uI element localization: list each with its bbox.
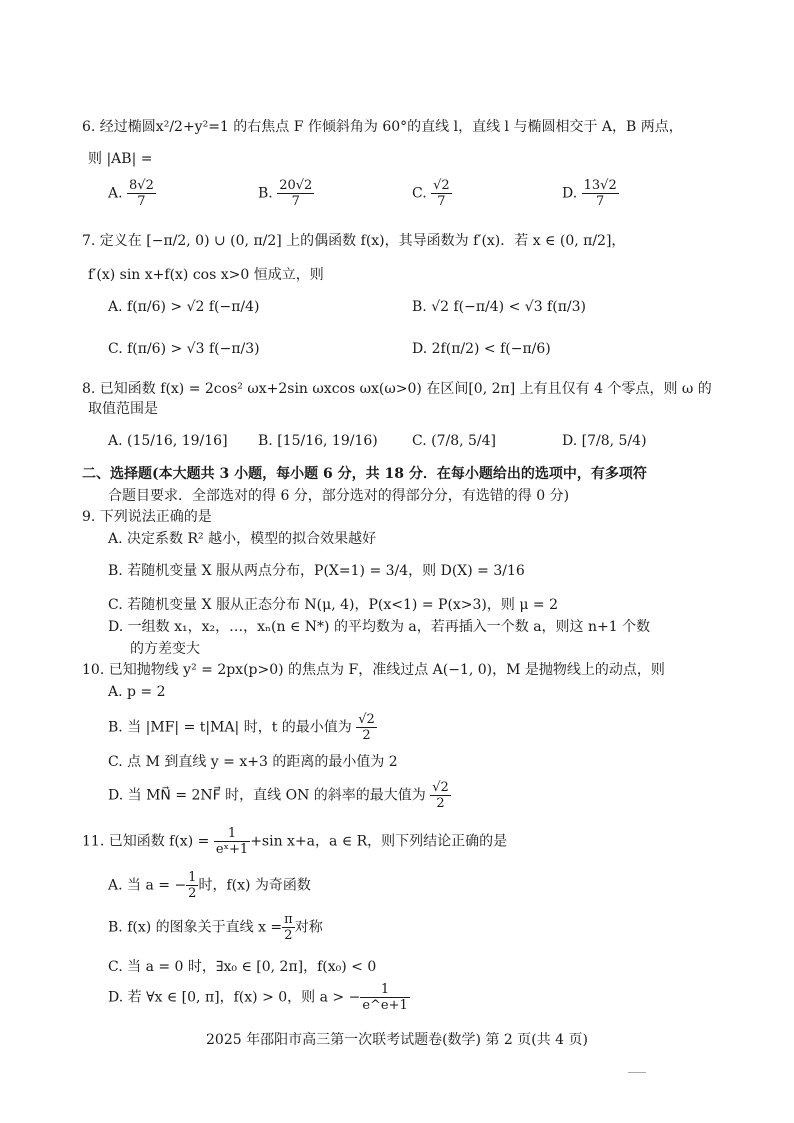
q9-option-b[interactable]: B. 若随机变量 X 服从两点分布，P(X=1) = 3/4，则 D(X) = 3/16	[108, 563, 525, 579]
q8-stem-line2: 取值范围是	[88, 401, 158, 417]
q8-option-a[interactable]: A. (15/16, 19/16]	[108, 433, 228, 449]
q11-option-a[interactable]: A. 当 a = − $\frac{1}{2}$ 时，f(x) 为奇函数	[108, 870, 311, 901]
q9-option-a[interactable]: A. 决定系数 R² 越小，模型的拟合效果越好	[108, 531, 377, 547]
q11-option-c[interactable]: C. 当 a = 0 时，∃x₀ ∈ [0, 2π]，f(x₀) < 0	[108, 959, 377, 975]
q7-option-a[interactable]: A. f(π/6) > √2 f(−π/4)	[108, 299, 260, 315]
q6-option-a[interactable]: A. $\frac{8√2}{7}$	[108, 178, 154, 209]
page-footer: 2025 年邵阳市高三第一次联考试题卷(数学) 第 2 页(共 4 页)	[206, 1032, 588, 1048]
q8-option-d[interactable]: D. [7/8, 5/4)	[562, 433, 647, 449]
q9-stem: 9. 下列说法正确的是	[82, 509, 212, 525]
q6-option-d[interactable]: D. $\frac{13√2}{7}$	[562, 178, 617, 209]
q6-option-b[interactable]: B. $\frac{20√2}{7}$	[258, 178, 313, 209]
q6-option-c[interactable]: C. $\frac{√2}{7}$	[412, 178, 450, 209]
q7-stem-line2: f′(x) sin x+f(x) cos x>0 恒成立，则	[88, 267, 324, 283]
q8-stem-line1: 8. 已知函数 f(x) = 2cos² ωx+2sin ωxcos ωx(ω>0) 在区间[0, 2π] 上有且仅有 4 个零点，则 ω 的	[82, 381, 712, 397]
q11-option-d[interactable]: D. 若 ∀x ∈ [0, π]，f(x) > 0，则 a > − $\frac{1}{e\^{}e+1}$	[108, 982, 408, 1013]
q7-stem-line1: 7. 定义在 [−π/2, 0) ∪ (0, π/2] 上的偶函数 f(x)，其导函数为 f′(x)．若 x ∈ (0, π/2]，	[82, 233, 626, 249]
q10-option-c[interactable]: C. 点 M 到直线 y = x+3 的距离的最小值为 2	[108, 754, 398, 770]
q8-option-c[interactable]: C. (7/8, 5/4]	[412, 433, 497, 449]
q10-stem: 10. 已知抛物线 y² = 2px(p>0) 的焦点为 F，准线过点 A(−1, 0)，M 是抛物线上的动点，则	[82, 662, 665, 678]
section2-heading-line1: 二、选择题(本大题共 3 小题，每小题 6 分，共 18 分．在每小题给出的选项中，有多项符	[82, 466, 647, 482]
q11-stem: 11. 已知函数 f(x) = $\frac{1}{\text{eˣ+1}}$ +sin x+a，a ∈ R，则下列结论正确的是	[82, 826, 508, 857]
scan-mark	[628, 1072, 646, 1073]
q7-option-c[interactable]: C. f(π/6) > √3 f(−π/3)	[108, 341, 260, 357]
q7-option-b[interactable]: B. √2 f(−π/4) < √3 f(π/3)	[412, 299, 586, 315]
q9-option-c[interactable]: C. 若随机变量 X 服从正态分布 N(μ, 4)，P(x<1) = P(x>3)，则 μ = 2	[108, 597, 558, 613]
q8-option-b[interactable]: B. [15/16, 19/16)	[258, 433, 378, 449]
q6-stem-line1: 6. 经过椭圆x²/2+y²=1 的右焦点 F 作倾斜角为 60°的直线 l，直线 l 与椭圆相交于 A，B 两点，	[82, 119, 683, 135]
q9-option-d-line2: 的方差变大	[130, 641, 200, 657]
q9-option-d-line1[interactable]: D. 一组数 x₁，x₂，…，xₙ(n ∈ N*) 的平均数为 a，若再插入一个数 a，则这 n+1 个数	[108, 619, 651, 635]
q10-option-a[interactable]: A. p = 2	[108, 684, 166, 700]
q6-stem-line2: 则 |AB| =	[88, 151, 153, 167]
q7-option-d[interactable]: D. 2f(π/2) < f(−π/6)	[412, 341, 551, 357]
section2-heading-line2: 合题目要求．全部选对的得 6 分，部分选对的得部分分，有选错的得 0 分)	[108, 488, 570, 504]
q10-option-d[interactable]: D. 当 MN⃗ = 2NF⃗ 时，直线 ON 的斜率的最大值为 $\frac{√2}{2}$	[108, 780, 449, 811]
q11-option-b[interactable]: B. f(x) 的图象关于直线 x = $\frac{\pi}{2}$ 对称	[108, 912, 323, 943]
q10-option-b[interactable]: B. 当 |MF| = t|MA| 时，t 的最小值为 $\frac{√2}{2}$	[108, 712, 375, 743]
